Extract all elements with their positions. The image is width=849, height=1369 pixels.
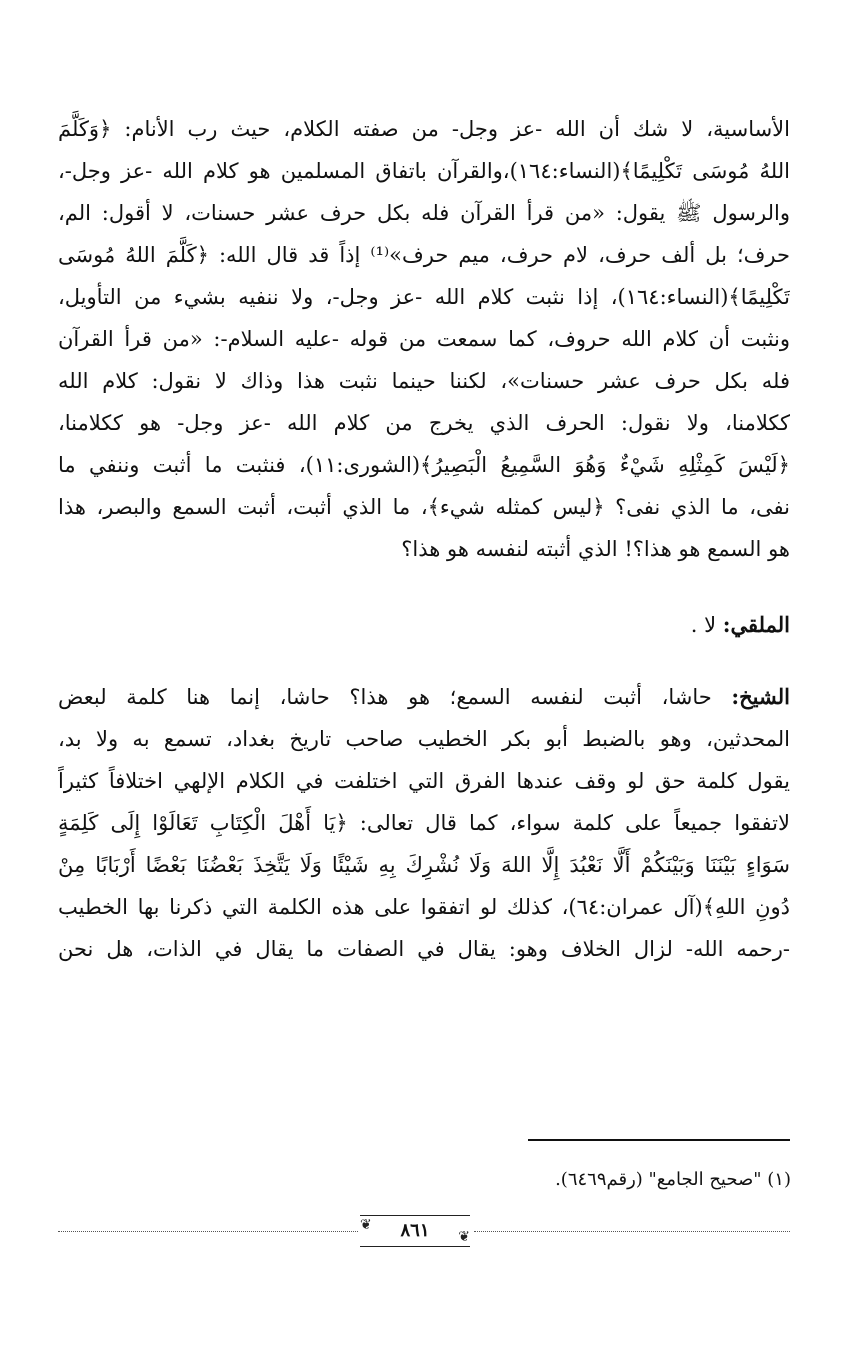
speaker-line [58, 604, 790, 646]
speaker-line [58, 676, 790, 718]
text-line: ﴿لَيْسَ كَمِثْلِهِ شَيْءٌ وَهُوَ السَّمِيعُ الْبَصِيرُ﴾(الشورى:١١)، فنثبت ما أثبت وننفي ما [58, 453, 790, 477]
text-line: لاتفقوا جميعاً على كلمة سواء، كما قال تعالى: ﴿يَا أَهْلَ الْكِتَابِ تَعَالَوْا إِلَى كَلِمَةٍ [58, 811, 790, 835]
speaker-text: لا . [690, 613, 723, 637]
ornament-icon: ❦ [360, 1217, 372, 1233]
text-line: هو السمع هو هذا؟! الذي أثبته لنفسه هو هذا؟ [401, 537, 790, 561]
speaker-label: الملقي: [722, 612, 790, 637]
text-line: والرسول ﷺ يقول: «من قرأ القرآن فله بكل حرف عشر حسنات، لا أقول: الم، [58, 201, 790, 225]
footnote: (١) "صحيح الجامع" (رقم٦٤٦٩). [555, 1169, 791, 1190]
text-line: اللهُ مُوسَى تَكْلِيمًا﴾(النساء:١٦٤)،والقرآن باتفاق المسلمين هو كلام الله -عز وجل-، [58, 159, 790, 183]
text-line: الأساسية، لا شك أن الله -عز وجل- من صفته الكلام، حيث رب الأنام: ﴿وَكَلَّمَ [58, 117, 790, 141]
text-line: المحدثين، وهو بالضبط أبو بكر الخطيب صاحب تاريخ بغداد، تسمع به ولا بد، [58, 727, 790, 751]
text-line: -رحمه الله- لزال الخلاف وهو: يقال في الصفات ما يقال في الذات، هل نحن [58, 937, 790, 961]
speaker-label: الشيخ: [731, 684, 790, 709]
text-line: تَكْلِيمًا﴾(النساء:١٦٤)، إذا نثبت كلام الله -عز وجل-، ولا ننفيه بشيء من التأويل، [58, 285, 790, 309]
page-number: ٨٦١ [400, 1220, 430, 1241]
text-line: سَوَاءٍ بَيْنَنَا وَبَيْنَكُمْ أَلَّا نَعْبُدَ إِلَّا اللهَ وَلَا نُشْرِكَ بِهِ شَيْئًا وَلَا يَتَّخِذَ بَعْضُنَا بَعْضًا أَرْبَابًا مِنْ [58, 853, 790, 877]
footer-dotted-line [474, 1231, 790, 1232]
text-line: ونثبت أن كلام الله حروف، كما سمعت من قوله -عليه السلام-: «من قرأ القرآن [58, 327, 790, 351]
text-line: فله بكل حرف عشر حسنات»، لكننا حينما نثبت هذا وذاك لا نقول: كلام الله [58, 369, 790, 393]
text-line: نفى، ما الذي نفى؟ ﴿ليس كمثله شيء﴾، ما الذي أثبت، أثبت السمع والبصر، هذا [58, 495, 790, 519]
text-line: دُونِ اللهِ﴾(آل عمران:٦٤)، كذلك لو اتفقوا على هذه الكلمة التي ذكرنا بها الخطيب [58, 895, 790, 919]
text-line: يقول كلمة حق لو وقف عندها الفرق التي اختلفت في الكلام الإلهي اختلافاً كثيراً [58, 769, 790, 793]
text-line: حرف؛ بل ألف حرف، لام حرف، ميم حرف»⁽¹⁾ إذاً قد قال الله: ﴿كَلَّمَ اللهُ مُوسَى [58, 243, 790, 267]
speaker-text: حاشا، أثبت لنفسه السمع؛ هو هذا؟ حاشا، إنما هنا كلمة لبعض [58, 685, 732, 709]
ornament-icon: ❦ [458, 1229, 470, 1245]
footer-dotted-line [58, 1231, 358, 1232]
main-text [58, 108, 790, 970]
footnote-divider [528, 1139, 790, 1141]
text-line: ككلامنا، ولا نقول: الحرف الذي يخرج من كلام الله -عز وجل- هو ككلامنا، [58, 411, 790, 435]
page-number-frame [360, 1215, 470, 1247]
